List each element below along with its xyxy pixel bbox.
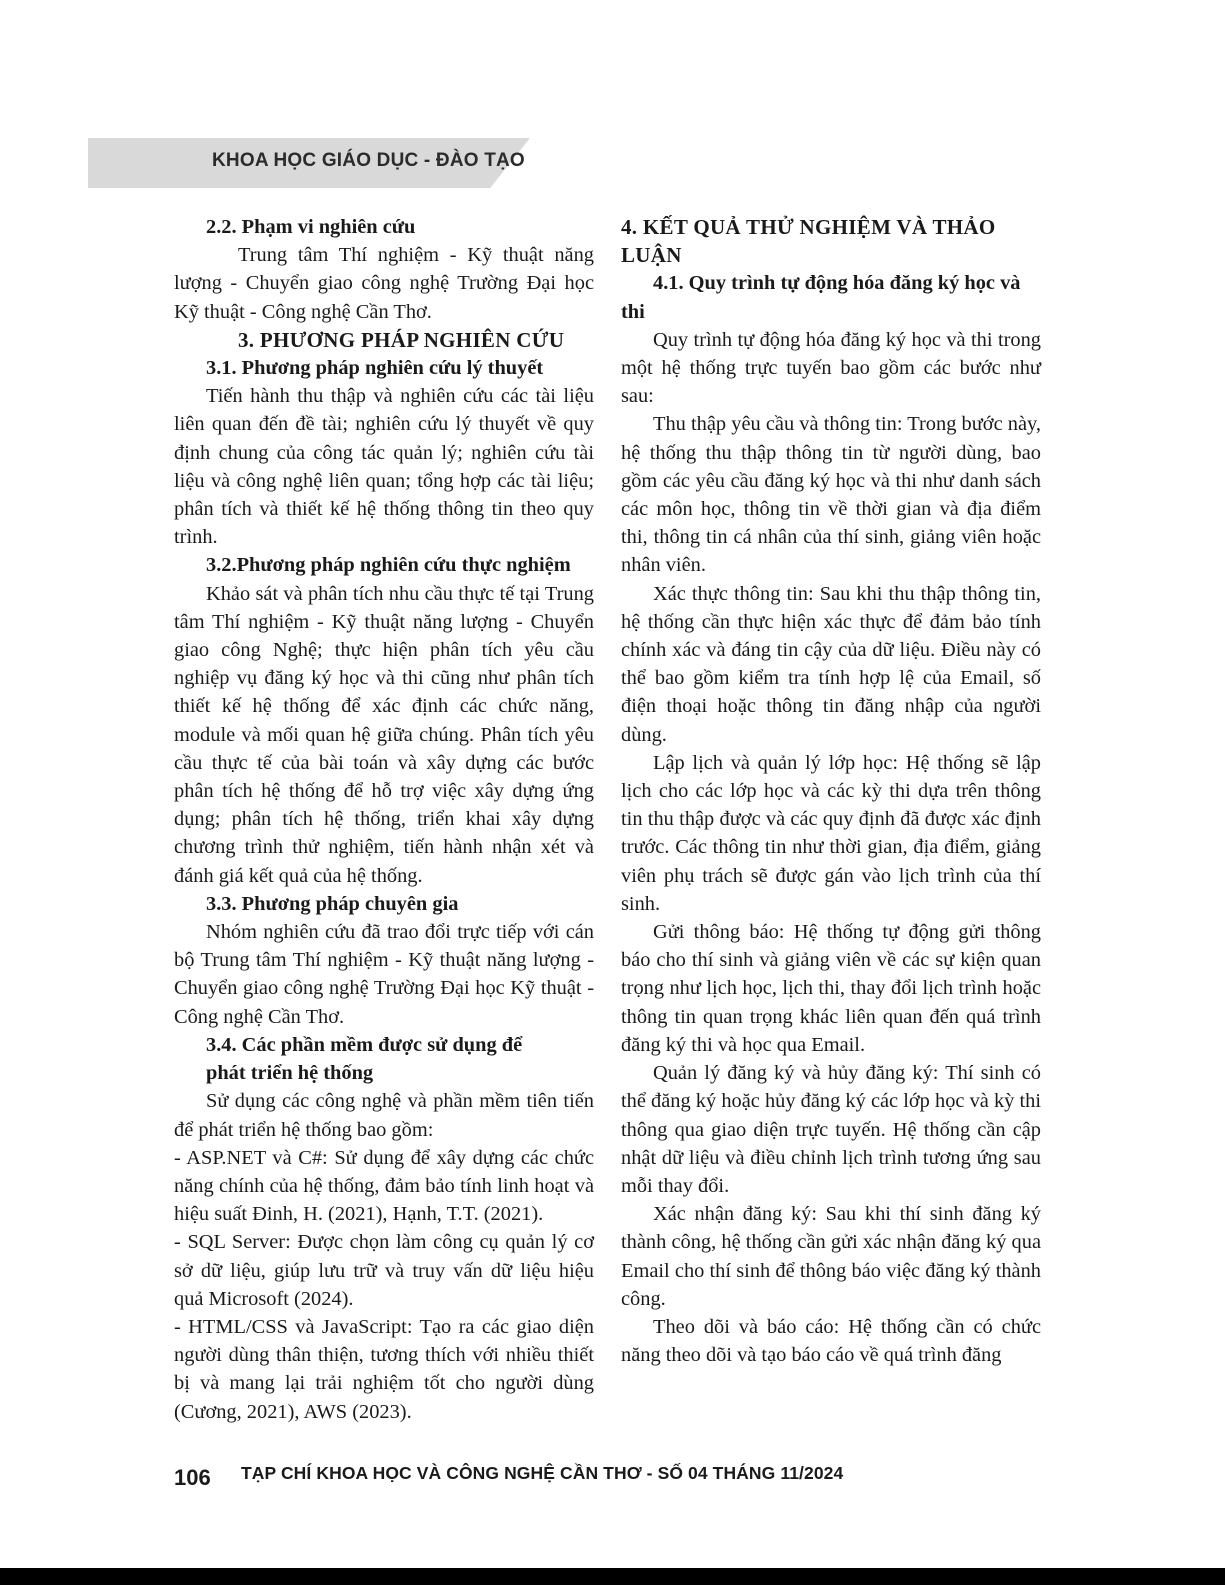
list-item-sqlserver: - SQL Server: Được chọn làm công cụ quản lý cơ sở dữ liệu, giúp lưu trữ và truy vấn dữ liệu hiệu quả Microsoft (2024). (174, 1231, 594, 1310)
journal-footer: TẠP CHÍ KHOA HỌC VÀ CÔNG NGHỆ CẦN THƠ - SỐ 04 THÁNG 11/2024 (241, 1463, 844, 1483)
heading-4: 4. KẾT QUẢ THỬ NGHIỆM VÀ THẢO LUẬN (621, 215, 996, 268)
heading-3-3: 3.3. Phương pháp chuyên gia (206, 892, 459, 915)
heading-4-1: 4.1. Quy trình tự động hóa đăng ký học và thi (621, 272, 1021, 323)
list-item-html: - HTML/CSS và JavaScript: Tạo ra các giao diện người dùng thân thiện, tương thích với nhiều thiết bị và mang lại trải nghiệm tốt cho người dùng (Cương, 2021), AWS (2023). (174, 1315, 594, 1423)
para-collect: Thu thập yêu cầu và thông tin: Trong bước này, hệ thống thu thập thông tin từ người dùng, bao gồm các yêu cầu đăng ký học và thi như danh sách các môn học, thông tin về thời gian và địa điểm thi, thông tin cá nhân của thí sinh, giảng viên hoặc nhân viên. (621, 413, 1041, 577)
para-track: Theo dõi và báo cáo: Hệ thống cần có chức năng theo dõi và tạo báo cáo về quá trình đăng (621, 1315, 1041, 1367)
para-3-2: Khảo sát và phân tích nhu cầu thực tế tại Trung tâm Thí nghiệm - Kỹ thuật năng lượng - Chuyển giao công Nghệ; thực hiện phân tích yêu cầu nghiệp vụ đăng ký học và thi cũng như phân tích thiết kế hệ thống để xác định các chức năng, module và mối quan hệ giữa chúng. Phân tích yêu cầu thực tế của bài toán và xây dựng các bước phân tích hệ thống để hỗ trợ việc xây dựng ứng dụng; phân tích hệ thống, triển khai xây dựng chương trình thử nghiệm, tiến hành nhận xét và đánh giá kết quả của hệ thống. (174, 582, 594, 887)
heading-2-2: 2.2. Phạm vi nghiên cứu (206, 216, 416, 238)
para-2-2: Trung tâm Thí nghiệm - Kỹ thuật năng lượng - Chuyển giao công nghệ Trường Đại học Kỹ thuật - Công nghệ Cần Thơ. (174, 244, 594, 323)
para-verify: Xác thực thông tin: Sau khi thu thập thông tin, hệ thống cần thực hiện xác thực để đảm bảo tính chính xác và đáng tin cậy của dữ liệu. Điều này có thể bao gồm kiểm tra tính hợp lệ của Email, số điện thoại hoặc thông tin đăng nhập của người dùng. (621, 582, 1041, 746)
para-manage: Quản lý đăng ký và hủy đăng ký: Thí sinh có thể đăng ký hoặc hủy đăng ký các lớp học và kỳ thi thông qua giao diện trực tuyến. Hệ thống cần cập nhật dữ liệu và điều chỉnh lịch trình tương ứng sau mỗi thay đổi. (621, 1062, 1041, 1197)
page-number: 106 (174, 1465, 211, 1490)
heading-3-4-line1: 3.4. Các phần mềm được sử dụng để (206, 1033, 523, 1056)
para-3-3: Nhóm nghiên cứu đã trao đổi trực tiếp với cán bộ Trung tâm Thí nghiệm - Kỹ thuật năng lượng - Chuyển giao công nghệ Trường Đại học Kỹ thuật - Công nghệ Cần Thơ. (174, 921, 594, 1028)
heading-3: 3. PHƯƠNG PHÁP NGHIÊN CỨU (238, 327, 565, 352)
para-schedule: Lập lịch và quản lý lớp học: Hệ thống sẽ lập lịch cho các lớp học và các kỳ thi dựa trên thông tin thu thập được và các quy định đã được xác định trước. Các thông tin như thời gian, địa điểm, giảng viên phụ trách sẽ được gán vào lịch trình của thí sinh. (621, 751, 1041, 915)
bottom-edge-bar (0, 1568, 1225, 1585)
para-notify: Gửi thông báo: Hệ thống tự động gửi thông báo cho thí sinh và giảng viên về các sự kiện quan trọng như lịch học, lịch thi, thay đổi lịch trình hoặc thông tin quan trọng khác liên quan đến quá trình đăng ký thi và học qua Email. (621, 921, 1041, 1056)
section-header: KHOA HỌC GIÁO DỤC - ĐÀO TẠO (212, 150, 525, 171)
left-column (174, 213, 594, 1426)
heading-3-2: 3.2.Phương pháp nghiên cứu thực nghiệm (206, 554, 571, 577)
right-column (621, 213, 1041, 1369)
para-intro: Quy trình tự động hóa đăng ký học và thi trong một hệ thống trực tuyến bao gồm các bước như sau: (621, 328, 1041, 408)
heading-3-4-line2: phát triển hệ thống (206, 1062, 374, 1085)
heading-3-1: 3.1. Phương pháp nghiên cứu lý thuyết (206, 357, 544, 380)
para-confirm: Xác nhận đăng ký: Sau khi thí sinh đăng ký thành công, hệ thống cần gửi xác nhận đăng ký qua Email cho thí sinh để thông báo việc đăng ký thành công. (621, 1203, 1041, 1310)
para-3-1: Tiến hành thu thập và nghiên cứu các tài liệu liên quan đến đề tài; nghiên cứu lý thuyết về quy định chung của công tác quản lý; nghiên cứu tài liệu và công nghệ liên quan; tổng hợp các tài liệu; phân tích và thiết kế hệ thống thông tin theo quy trình. (174, 385, 594, 549)
list-item-aspnet: - ASP.NET và C#: Sử dụng để xây dựng các chức năng chính của hệ thống, đảm bảo tính linh hoạt và hiệu suất Đinh, H. (2021), Hạnh, T.T. (2021). (174, 1146, 594, 1226)
para-3-4: Sử dụng các công nghệ và phần mềm tiên tiến để phát triển hệ thống bao gồm: (174, 1090, 594, 1141)
